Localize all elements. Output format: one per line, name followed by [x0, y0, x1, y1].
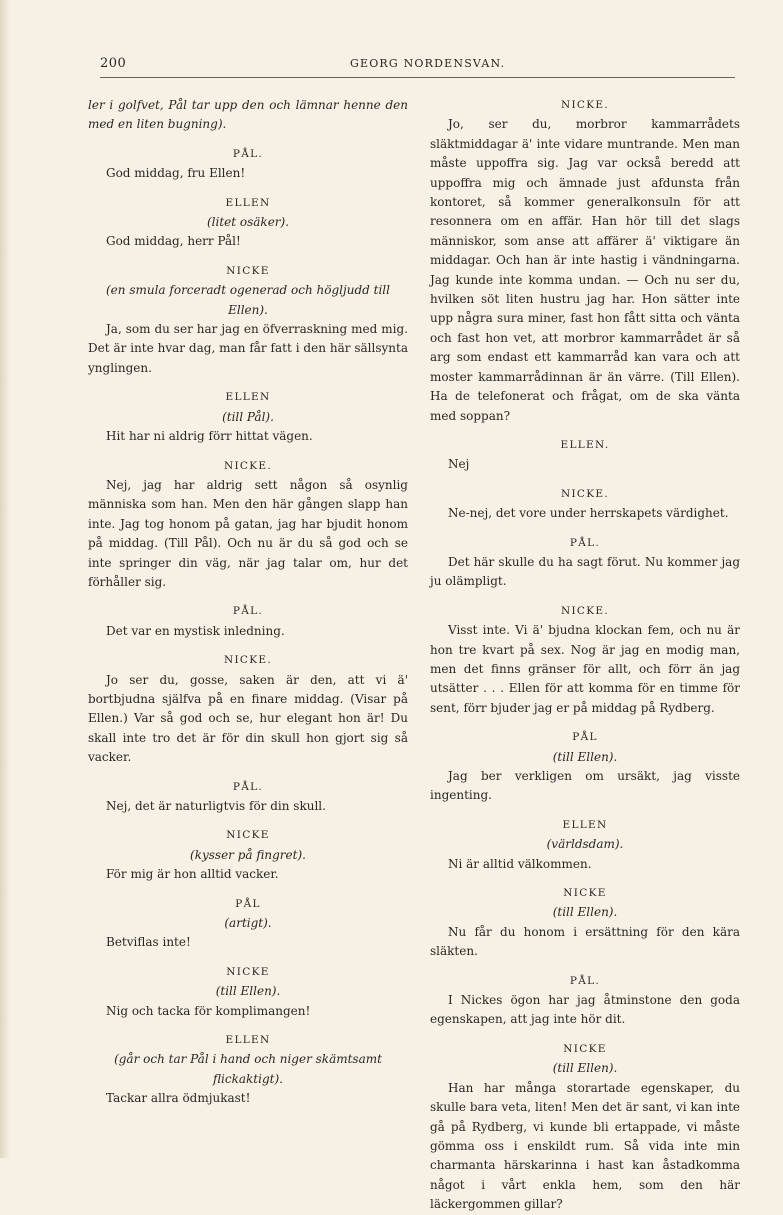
dialogue-paragraph: För mig är hon alltid vacker. [106, 867, 279, 882]
speaker-name: NICKE. [223, 459, 273, 472]
stage-direction: (en smula forceradt ogenerad och högljudd till Ellen). [106, 283, 390, 317]
stage-direction: (världsdam). [546, 837, 624, 852]
stage-direction: (till Ellen). [552, 905, 618, 920]
speaker-name: NICKE. [560, 604, 610, 617]
dialogue-paragraph: Nig och tacka för komplimangen! [106, 1003, 311, 1018]
speaker-name: PÅL. [232, 605, 264, 618]
speaker-name: NICKE [226, 264, 270, 277]
dialogue-paragraph: God middag, fru Ellen! [106, 166, 246, 181]
speaker-name: NICKE. [223, 654, 273, 667]
dialogue-paragraph: Han har många storartade egenskaper, du skulle bara veta, liten! Men det är sant, vi kan inte gå på Rydberg, vi kunde bli ertappade, vi måste gömma oss i enskildt rum. Så vida inte min charmanta härskarinna i hast kan åstadkomma något i vårt enkla hem, som den här läckergommen gillar? [430, 1080, 740, 1212]
speaker-name: NICKE [226, 829, 270, 842]
stage-direction: (går och tar Pål i hand och niger skämtsamt flickaktigt). [114, 1052, 382, 1086]
stage-direction: (kysser på fingret). [190, 847, 306, 862]
header-rule [100, 77, 735, 78]
dialogue-paragraph: Det här skulle du ha sagt förut. Nu kommer jag ju olämpligt. [430, 554, 740, 589]
speaker-name: PÅL. [569, 974, 601, 987]
dialogue-paragraph: God middag, herr Pål! [106, 234, 241, 249]
speaker-name: NICKE. [560, 487, 610, 500]
speaker-name: NICKE [563, 887, 607, 900]
dialogue-paragraph: Nej, jag har aldrig sett någon så osynlig människa som han. Men den här gången slapp han inte. Jag tog honom på gatan, jag har bjudit honom på middag. (Till Pål). Och nu är du så god och se inte springer din väg, när jag talar om, hur det förhåller sig. [88, 477, 408, 589]
dialogue-paragraph: ler i golfvet, Pål tar upp den och lämnar henne den med en liten bugning). [88, 98, 408, 132]
stage-direction: (till Ellen). [552, 749, 618, 764]
page-edge [0, 0, 10, 1158]
speaker-name: PÅL. [569, 536, 601, 549]
dialogue-paragraph: Tackar allra ödmjukast! [106, 1091, 251, 1106]
speaker-name: ELLEN [562, 818, 608, 831]
dialogue-paragraph: Visst inte. Vi ä' bjudna klockan fem, och nu är hon tre kvart på sex. Nog är jag en modig man, men det finns gränser för allt, och förr än jag utsätter . . . Ellen för att komma för en timme för sent, förr bjuder jag er på middag på Rydberg. [430, 623, 740, 715]
stage-direction: (artigt). [224, 916, 272, 931]
speaker-name: ELLEN [225, 1034, 271, 1047]
speaker-name: PÅL. [232, 780, 264, 793]
stage-direction: (till Ellen). [215, 984, 281, 999]
dialogue-paragraph: Jag ber verkligen om ursäkt, jag visste ingenting. [430, 769, 740, 803]
stage-direction: (litet osäker). [206, 215, 290, 230]
stage-direction: (till Pål). [222, 409, 274, 424]
speaker-name: NICKE [226, 965, 270, 978]
speaker-name: PÅL [235, 897, 261, 910]
left-column [88, 96, 408, 1109]
dialogue-paragraph: Jo ser du, gosse, saken är den, att vi ä' bortbjudna själfva på en finare middag. (Visar på Ellen.) Var så god och se, hur elegant hon är! Du skall inte tro det är för din skull hon gjort sig så vacker. [88, 672, 408, 765]
dialogue-paragraph: Ja, som du ser har jag en öfverraskning med mig. Det är inte hvar dag, man får fatt i den här sällsynta ynglingen. [88, 322, 408, 375]
dialogue-paragraph: Betviflas inte! [106, 935, 191, 950]
dialogue-paragraph: Jo, ser du, morbror kammarrådets släktmiddagar ä' inte vidare muntrande. Men man måste uppoffra sig. Jag var också beredd att uppoffra mig och ämnade just afdunsta från kontoret, så kommer generalkonsuln för att resonnera om en affär. Han hör till det slags människor, som anse att affärer ä' viktigare än middagar. Och han är inte hastig i vändningarna. Jag kunde inte komma undan. — Och nu ser du, hvilken söt liten hustru jag har. Hon sätter inte upp några sura miner, fast hon fått sitta och vänta och fast hon vet, att morbror kammarrådet är så arg som endast ett kammarråd kan vara och att moster kammarrådinnan är än värre. (Till Ellen). Ha de telefonerat och frågat, om de ska vänta med soppan? [430, 117, 740, 423]
speaker-name: ELLEN [225, 391, 271, 404]
dialogue-paragraph: Nu får du honom i ersättning för den kära släkten. [430, 924, 740, 959]
dialogue-paragraph: Nej, det är naturligtvis för din skull. [106, 799, 326, 813]
dialogue-paragraph: Ni är alltid välkommen. [448, 856, 592, 871]
dialogue-paragraph: I Nickes ögon har jag åtminstone den goda egenskapen, att jag inte hör dit. [430, 993, 740, 1027]
speaker-name: PÅL. [232, 147, 264, 160]
speaker-name: PÅL [572, 731, 598, 744]
dialogue-paragraph: Det var en mystisk inledning. [106, 623, 285, 638]
dialogue-paragraph: Nej [448, 457, 470, 472]
dialogue-paragraph: Ne-nej, det vore under herrskapets värdighet. [448, 506, 729, 521]
dialogue-paragraph: Hit har ni aldrig förr hittat vägen. [106, 429, 313, 444]
speaker-name: NICKE. [560, 99, 610, 111]
speaker-name: ELLEN. [560, 438, 610, 451]
speaker-name: NICKE [563, 1042, 607, 1055]
speaker-name: ELLEN [225, 196, 271, 209]
stage-direction: (till Ellen). [552, 1061, 618, 1076]
right-column [430, 96, 740, 1215]
page-number: 200 [100, 56, 127, 71]
page-header [100, 56, 735, 74]
running-head: GEORG NORDENSVAN. [350, 57, 506, 70]
